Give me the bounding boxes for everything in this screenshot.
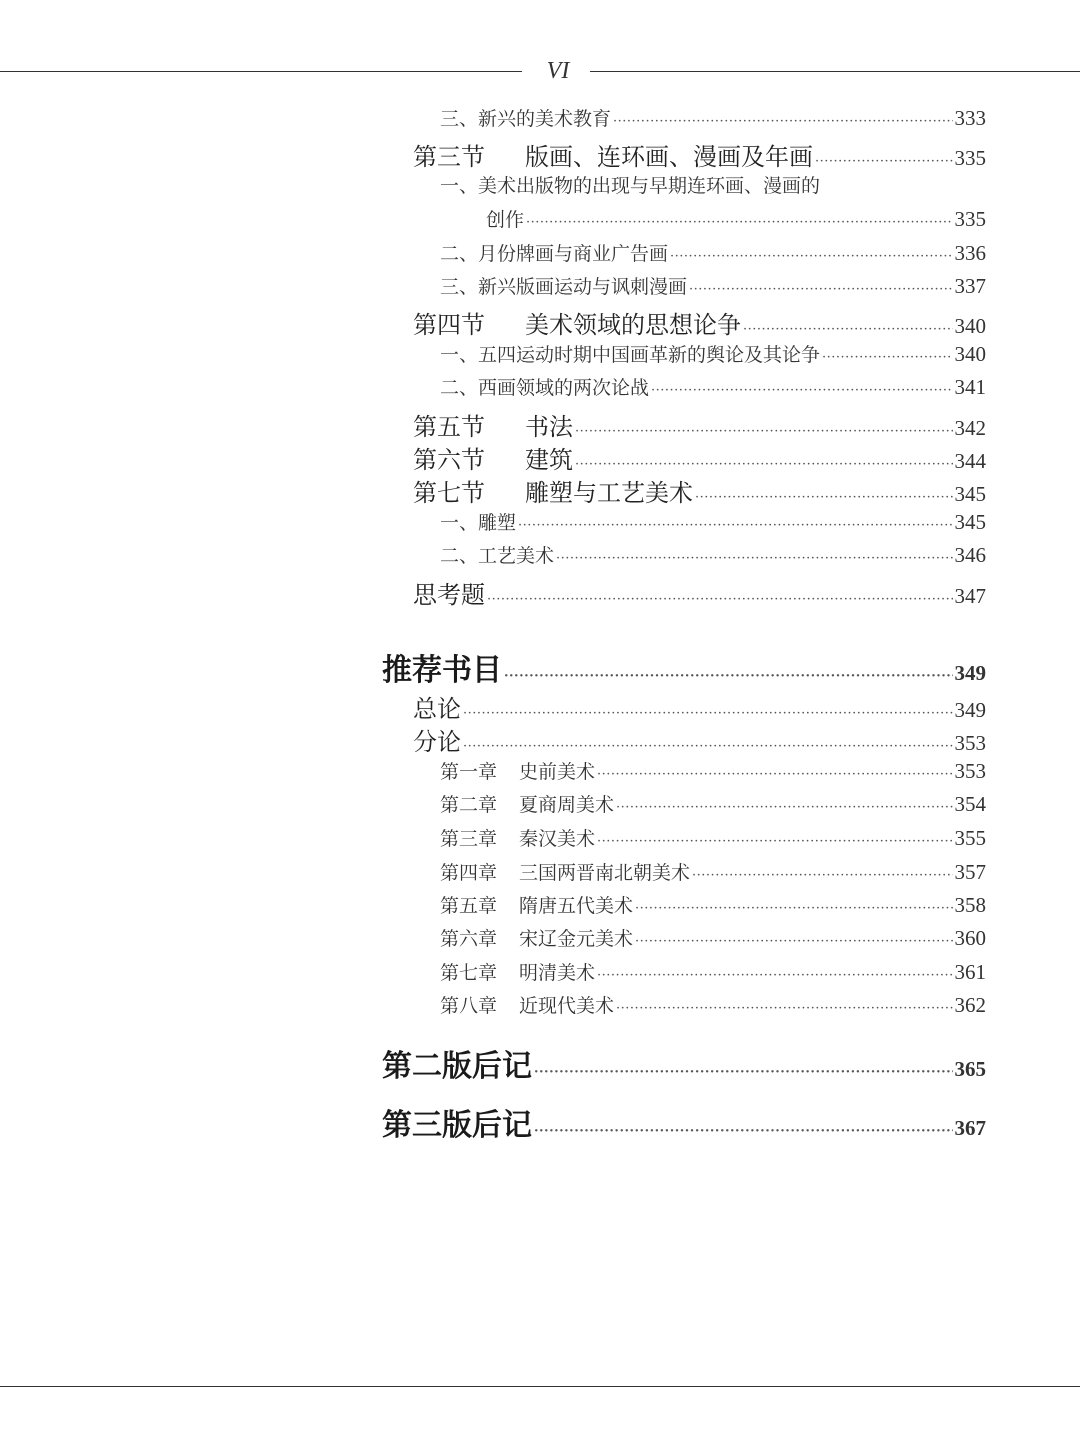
toc-entry[interactable] (413, 473, 986, 507)
toc-entry-label: 第一章 (440, 761, 498, 784)
toc-page-number: 360 (954, 926, 986, 951)
toc-page-number: 367 (954, 1115, 986, 1140)
toc-entry[interactable] (413, 137, 986, 171)
toc-entry-text: 分论 (413, 727, 461, 756)
toc-page-number: 361 (954, 960, 986, 985)
toc-entry[interactable] (413, 689, 986, 723)
toc-entry-text: 三国两晋南北朝美术 (519, 862, 691, 885)
toc-entry-text: 版画、连环画、漫画及年画 (525, 142, 813, 171)
toc-page-number: 349 (954, 697, 986, 722)
toc-entry-title (440, 171, 820, 198)
toc-dot-leader (616, 995, 952, 1017)
toc-entry-title (440, 958, 595, 985)
toc-dot-leader (504, 653, 953, 688)
toc-entry-text: 第二版后记 (382, 1048, 532, 1084)
toc-entry-title (440, 991, 614, 1018)
toc-entry-title (382, 645, 502, 689)
toc-entry-title (440, 858, 690, 885)
toc-entry-title (413, 440, 573, 475)
toc-entry[interactable] (413, 407, 986, 441)
toc-page-number: 345 (954, 481, 986, 506)
toc-entry-title (413, 575, 485, 610)
toc-entry-title (440, 340, 820, 367)
toc-page-number: 335 (954, 207, 986, 232)
toc-entry-text: 二、月份牌画与商业广告画 (440, 243, 669, 266)
toc-entry[interactable] (440, 171, 986, 201)
toc-dot-leader (575, 446, 953, 474)
toc-page-number: 337 (954, 274, 986, 299)
toc-entry[interactable] (382, 645, 986, 687)
toc-entry[interactable] (413, 575, 986, 609)
toc-entry-title (382, 1100, 532, 1144)
toc-entry-label: 第三章 (440, 828, 498, 851)
toc-page-number: 345 (954, 510, 986, 535)
toc-entry[interactable] (440, 958, 986, 988)
toc-page-number: 347 (954, 583, 986, 608)
toc-dot-leader (815, 143, 953, 171)
toc-entry-text: 思考题 (413, 580, 485, 609)
toc-dot-leader (635, 928, 952, 950)
toc-entry-text: 三、新兴版画运动与讽刺漫画 (440, 276, 688, 299)
toc-entry-title (486, 205, 524, 232)
toc-dot-leader (651, 377, 952, 399)
toc-dot-leader (692, 862, 952, 884)
toc-page-number: 365 (954, 1056, 986, 1081)
toc-entry-title (413, 473, 693, 508)
toc-dot-leader (695, 479, 953, 507)
toc-entry-text: 三、新兴的美术教育 (440, 108, 612, 131)
toc-entry-title (413, 689, 461, 724)
toc-entry-title (440, 373, 649, 400)
header-rule-right (590, 71, 1080, 72)
toc-page-number: 340 (954, 313, 986, 338)
toc-dot-leader (518, 512, 952, 534)
toc-entry[interactable] (440, 272, 986, 302)
toc-page-number: 346 (954, 543, 986, 568)
toc-dot-leader (575, 413, 953, 441)
toc-entry[interactable] (382, 1041, 986, 1083)
toc-entry-label: 第七章 (440, 962, 498, 985)
toc-entry-label: 第四节 (413, 310, 485, 339)
toc-page-number: 353 (954, 759, 986, 784)
toc-entry[interactable] (486, 205, 986, 235)
toc-dot-leader (822, 344, 952, 366)
toc-entry-text: 一、美术出版物的出现与早期连环画、漫画的 (440, 175, 821, 198)
toc-page-number: 355 (954, 826, 986, 851)
toc-entry[interactable] (440, 858, 986, 888)
toc-entry-label: 第六节 (413, 445, 485, 474)
toc-dot-leader (534, 1108, 953, 1143)
toc-entry-label: 第五章 (440, 895, 498, 918)
toc-dot-leader (670, 243, 952, 265)
toc-entry[interactable] (440, 508, 986, 538)
toc-entry-label: 第五节 (413, 412, 485, 441)
toc-entry-text: 推荐书目 (382, 652, 502, 688)
page-folio: VI (546, 58, 570, 84)
toc-entry[interactable] (440, 824, 986, 854)
toc-dot-leader (597, 962, 952, 984)
toc-entry-title (413, 722, 461, 757)
toc-entry-text: 明清美术 (519, 962, 596, 985)
toc-page-number: 336 (954, 241, 986, 266)
toc-entry-title (440, 891, 633, 918)
toc-entry[interactable] (440, 757, 986, 787)
toc-entry-text: 书法 (525, 412, 573, 441)
toc-page-number: 341 (954, 375, 986, 400)
toc-dot-leader (556, 545, 952, 567)
toc-entry-text: 总论 (413, 694, 461, 723)
toc-entry[interactable] (440, 891, 986, 921)
toc-entry-text: 秦汉美术 (519, 828, 596, 851)
toc-page-number: 335 (954, 145, 986, 170)
toc-entry-title (440, 104, 611, 131)
toc-page-number: 353 (954, 730, 986, 755)
toc-entry[interactable] (440, 790, 986, 820)
toc-page-number: 362 (954, 993, 986, 1018)
toc-page-number: 357 (954, 860, 986, 885)
toc-entry[interactable] (440, 924, 986, 954)
toc-entry-title (413, 407, 573, 442)
toc-dot-leader (534, 1049, 953, 1084)
toc-entry-text: 创作 (486, 209, 525, 232)
toc-entry-label: 第二章 (440, 794, 498, 817)
toc-entry-text: 史前美术 (519, 761, 596, 784)
toc-dot-leader (597, 761, 952, 783)
toc-entry-text: 一、雕塑 (440, 512, 517, 535)
header-rule-left (0, 71, 522, 72)
toc-entry-title (382, 1041, 532, 1085)
toc-entry-title (413, 305, 741, 340)
toc-dot-leader (597, 828, 952, 850)
toc-entry[interactable] (440, 239, 986, 269)
toc-dot-leader (613, 108, 952, 130)
toc-entry-label: 第七节 (413, 478, 485, 507)
toc-entry-text: 夏商周美术 (519, 794, 615, 817)
toc-entry-text: 近现代美术 (519, 995, 615, 1018)
toc-entry-title (440, 924, 633, 951)
toc-entry-text: 宋辽金元美术 (519, 928, 634, 951)
toc-dot-leader (635, 895, 952, 917)
toc-page-number: 340 (954, 342, 986, 367)
toc-entry-text: 雕塑与工艺美术 (525, 478, 693, 507)
toc-page-number: 344 (954, 448, 986, 473)
toc-entry-label: 第三节 (413, 142, 485, 171)
toc-entry-title (440, 824, 595, 851)
toc-entry[interactable] (413, 305, 986, 339)
toc-entry-title (440, 541, 554, 568)
toc-entry[interactable] (440, 373, 986, 403)
toc-entry[interactable] (413, 440, 986, 474)
toc-dot-leader (743, 311, 953, 339)
toc-dot-leader (616, 794, 952, 816)
toc-entry-title (413, 137, 813, 172)
toc-entry-text: 第三版后记 (382, 1107, 532, 1143)
toc-entry[interactable] (440, 340, 986, 370)
toc-page-number: 358 (954, 893, 986, 918)
toc-entry-text: 二、工艺美术 (440, 545, 555, 568)
toc-page-number: 333 (954, 106, 986, 131)
toc-page-number: 342 (954, 415, 986, 440)
toc-entry-text: 美术领域的思想论争 (525, 310, 741, 339)
toc-entry-text: 建筑 (525, 445, 573, 474)
footer-rule (0, 1386, 1080, 1387)
toc-entry-text: 一、五四运动时期中国画革新的舆论及其论争 (440, 344, 821, 367)
toc-dot-leader (487, 581, 953, 609)
toc-entry-label: 第四章 (440, 862, 498, 885)
toc-page-number: 349 (954, 660, 986, 685)
toc-dot-leader (463, 728, 953, 756)
toc-entry-title (440, 272, 687, 299)
toc-entry[interactable] (440, 541, 986, 571)
toc-entry-label: 第八章 (440, 995, 498, 1018)
toc-entry-text: 隋唐五代美术 (519, 895, 634, 918)
toc-dot-leader (526, 209, 952, 231)
toc-entry-title (440, 508, 516, 535)
running-header (0, 54, 1080, 88)
toc-entry-label: 第六章 (440, 928, 498, 951)
toc-dot-leader (689, 276, 952, 298)
toc-dot-leader (463, 695, 953, 723)
toc-entry-title (440, 790, 614, 817)
toc-entry-title (440, 757, 595, 784)
toc-page-number: 354 (954, 792, 986, 817)
toc-entry[interactable] (440, 991, 986, 1021)
toc-entry-title (440, 239, 668, 266)
toc-entry[interactable] (382, 1100, 986, 1142)
toc-entry[interactable] (440, 104, 986, 134)
toc-entry[interactable] (413, 722, 986, 756)
toc-entry-text: 二、西画领域的两次论战 (440, 377, 650, 400)
